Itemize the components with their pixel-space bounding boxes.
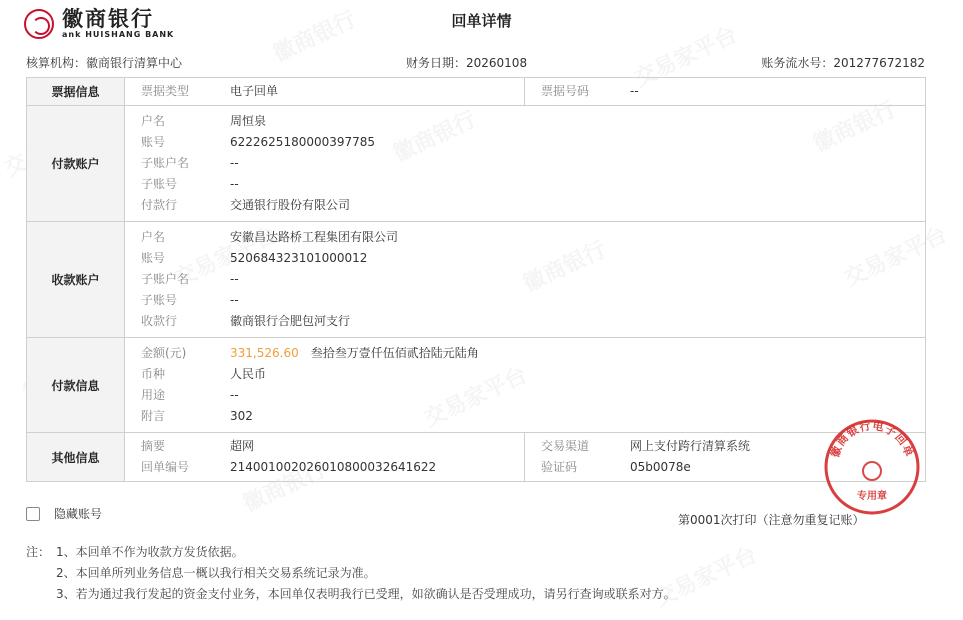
bank-name-en: ank HUISHANG BANK bbox=[62, 30, 175, 39]
accounting-org: 核算机构：徽商银行清算中心 bbox=[26, 56, 183, 70]
payee-name-value: 安徽昌达路桥工程集团有限公司 bbox=[230, 230, 399, 244]
ticket-info-row bbox=[27, 78, 926, 106]
currency-value: 人民币 bbox=[230, 367, 267, 381]
payer-bank-label: 付款行 bbox=[141, 198, 178, 212]
channel-value: 网上支付跨行清算系统 bbox=[630, 439, 751, 453]
payee-sub-account-label: 子账号 bbox=[141, 293, 178, 307]
payee-account-label: 账号 bbox=[141, 251, 166, 265]
section-payer-account: 付款账户 bbox=[27, 106, 125, 222]
finance-date: 财务日期：20260108 bbox=[406, 56, 528, 70]
note-item bbox=[26, 542, 676, 563]
payer-name-label: 户名 bbox=[141, 114, 166, 128]
seal-bottom-text: 专用章 bbox=[857, 491, 887, 502]
note-item bbox=[26, 584, 676, 605]
payee-sub-name-label: 子账户名 bbox=[141, 272, 190, 286]
remark-label: 附言 bbox=[141, 409, 166, 423]
note-text: 1、本回单不作为收款方发货依据。 bbox=[56, 545, 244, 559]
ticket-type-value: 电子回单 bbox=[230, 84, 279, 98]
section-other-info: 其他信息 bbox=[27, 433, 125, 482]
bank-name-cn: 徽商银行 bbox=[62, 7, 154, 31]
payment-info-row bbox=[27, 338, 926, 433]
payee-name-label: 户名 bbox=[141, 230, 166, 244]
summary-value: 超网 bbox=[230, 439, 255, 453]
payer-account-value: 6222625180000397785 bbox=[230, 135, 376, 149]
seal-arc-text: 徽商银行电子回单 bbox=[828, 419, 916, 460]
ticket-no-value: -- bbox=[630, 84, 639, 98]
purpose-label: 用途 bbox=[141, 388, 166, 402]
print-count-note: 第0001次打印（注意勿重复记账） bbox=[678, 513, 865, 527]
svg-text:徽商银行电子回单 bbox=[828, 418, 917, 459]
payee-account-value: 520684323101000012 bbox=[230, 251, 368, 265]
hide-account-label: 隐藏账号 bbox=[54, 507, 103, 521]
notes bbox=[26, 542, 676, 605]
currency-label: 币种 bbox=[141, 367, 166, 381]
note-prefix: 注： bbox=[26, 545, 51, 559]
hide-account-checkbox[interactable] bbox=[26, 507, 40, 521]
verify-code-label: 验证码 bbox=[541, 460, 578, 474]
payer-sub-name-label: 子账户名 bbox=[141, 156, 190, 170]
note-text: 3、若为通过我行发起的资金支付业务，本回单仅表明我行已受理，如欲确认是否受理成功，请另行查询或联系对方。 bbox=[56, 587, 676, 601]
receipt-table bbox=[26, 77, 926, 482]
note-item bbox=[26, 563, 676, 584]
payee-bank-value: 徽商银行合肥包河支行 bbox=[230, 314, 351, 328]
section-payment-info: 付款信息 bbox=[27, 338, 125, 433]
note-prefix bbox=[26, 584, 56, 605]
channel-label: 交易渠道 bbox=[541, 439, 590, 453]
payer-sub-account-label: 子账号 bbox=[141, 177, 178, 191]
amount-in-words: 叁拾叁万壹仟伍佰贰拾陆元陆角 bbox=[310, 346, 479, 360]
note-prefix bbox=[26, 563, 56, 584]
other-info-row bbox=[27, 433, 926, 482]
note-text: 2、本回单所列业务信息一概以我行相关交易系统记录为准。 bbox=[56, 566, 376, 580]
receipt-no-label: 回单编号 bbox=[141, 460, 190, 474]
payer-name-value: 周恒泉 bbox=[230, 114, 267, 128]
purpose-value: -- bbox=[230, 388, 239, 402]
serial-number: 账务流水号：201277672182 bbox=[761, 56, 925, 70]
hide-account-toggle[interactable] bbox=[26, 505, 102, 522]
section-payee-account: 收款账户 bbox=[27, 222, 125, 338]
payer-bank-value: 交通银行股份有限公司 bbox=[230, 198, 351, 212]
payee-sub-name-value: -- bbox=[230, 272, 239, 286]
summary-label: 摘要 bbox=[141, 439, 166, 453]
payee-account-row bbox=[27, 222, 926, 338]
receipt-no-value: 214001002026010800032641622 bbox=[230, 460, 437, 474]
payer-account-label: 账号 bbox=[141, 135, 166, 149]
payee-sub-account-value: -- bbox=[230, 293, 239, 307]
section-ticket-info: 票据信息 bbox=[27, 78, 125, 106]
remark-value: 302 bbox=[230, 409, 253, 423]
ticket-type-label: 票据类型 bbox=[141, 84, 190, 98]
payer-sub-name-value: -- bbox=[230, 156, 239, 170]
payer-sub-account-value: -- bbox=[230, 177, 239, 191]
verify-code-value: 05b0078e bbox=[630, 460, 691, 474]
amount-label: 金额(元) bbox=[141, 346, 187, 360]
official-seal bbox=[822, 417, 922, 517]
payee-bank-label: 收款行 bbox=[141, 314, 178, 328]
amount-value: 331,526.60 bbox=[230, 346, 299, 360]
ticket-no-label: 票据号码 bbox=[541, 84, 590, 98]
page-title: 回单详情 bbox=[451, 12, 512, 30]
payer-account-row bbox=[27, 106, 926, 222]
